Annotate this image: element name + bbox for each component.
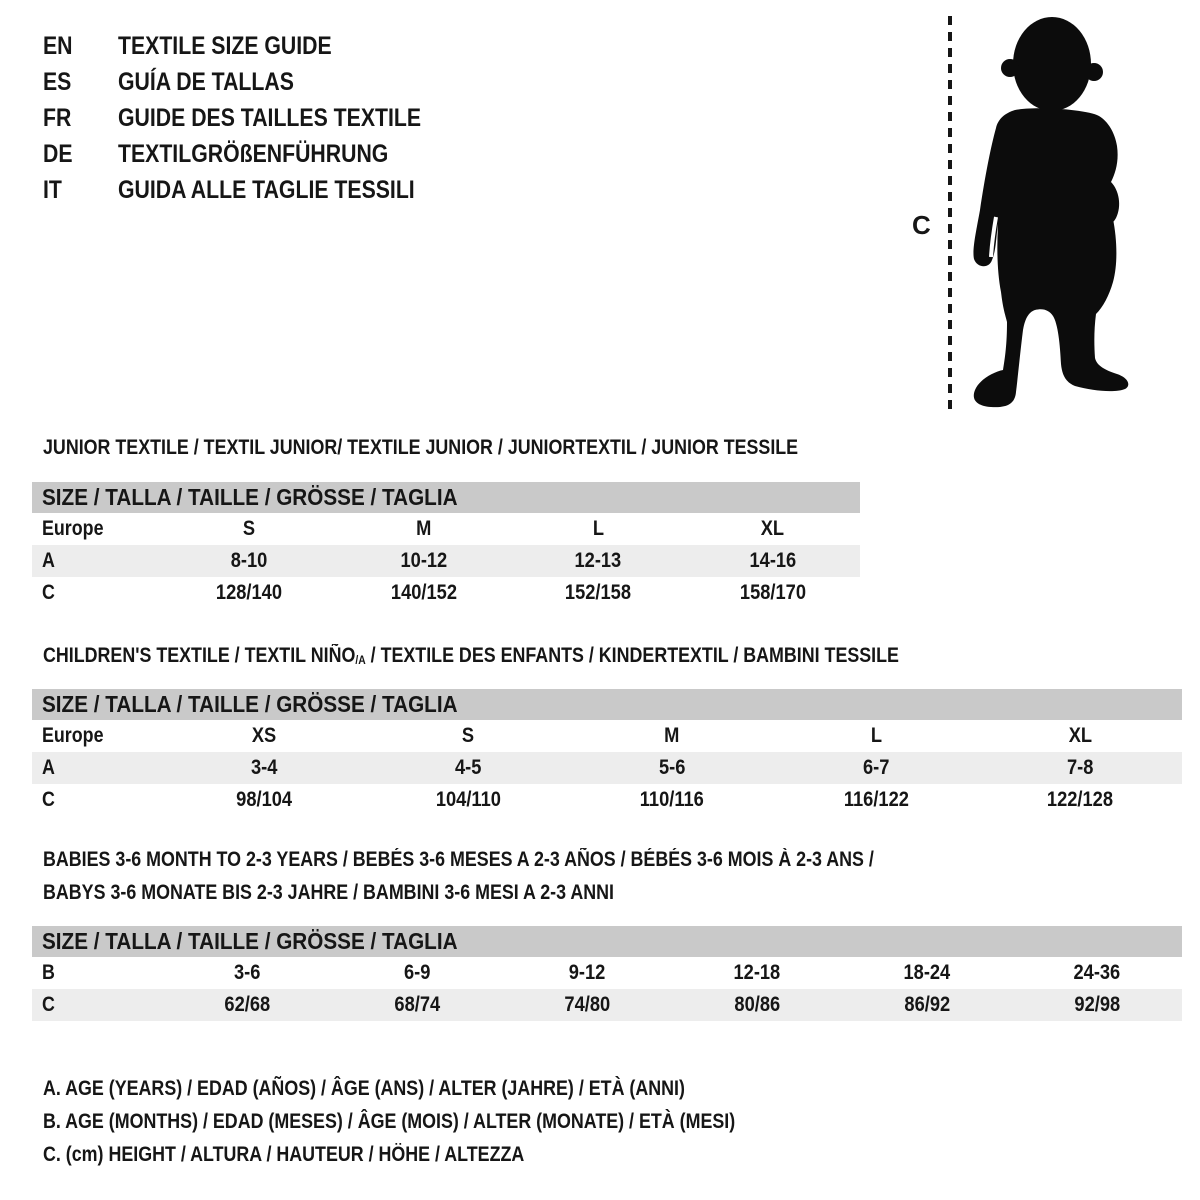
size-cell: L — [870, 724, 882, 747]
age-cell: 9-12 — [568, 961, 606, 984]
age-cell: 5-6 — [658, 756, 686, 779]
row-label: Europe — [42, 724, 104, 747]
legend-line-a: A. AGE (YEARS) / EDAD (AÑOS) / ÂGE (ANS) / ALTER (JAHRE) / ETÀ (ANNI) — [43, 1077, 685, 1100]
junior-table-header-text: SIZE / TALLA / TAILLE / GRÖSSE / TAGLIA — [42, 484, 458, 510]
table-row — [32, 577, 860, 609]
age-cell: 4-5 — [454, 756, 482, 779]
children-table-header-bar — [32, 689, 1182, 720]
children-section-title — [43, 644, 1050, 670]
height-measure-label: C — [912, 210, 931, 240]
table-row — [32, 545, 860, 577]
lang-title-fr: GUIDE DES TAILLES TEXTILE — [118, 104, 422, 132]
height-cell: 128/140 — [216, 581, 283, 604]
age-cell: 6-9 — [403, 961, 431, 984]
lang-row-de — [43, 136, 475, 172]
lang-title-de: TEXTILGRÖßENFÜHRUNG — [118, 140, 389, 168]
row-label: A — [42, 549, 55, 572]
lang-row-it — [43, 172, 475, 208]
table-row — [32, 513, 860, 545]
size-cell: L — [592, 517, 604, 540]
children-size-table — [32, 689, 1182, 816]
age-cell: 10-12 — [400, 549, 448, 572]
height-cell: 116/122 — [843, 788, 909, 811]
junior-table-header-bar — [32, 482, 860, 513]
age-cell: 14-16 — [749, 549, 797, 572]
height-cell: 110/116 — [639, 788, 705, 811]
height-measure-dotted-line — [948, 16, 952, 416]
age-cell: 24-36 — [1073, 961, 1121, 984]
size-cell: M — [416, 517, 432, 540]
lang-code-en: EN — [43, 32, 73, 60]
height-cell: 74/80 — [564, 993, 610, 1016]
lang-code-it: IT — [43, 176, 62, 204]
lang-row-fr — [43, 100, 475, 136]
junior-section-title-text: JUNIOR TEXTILE / TEXTIL JUNIOR/ TEXTILE JUNIOR / JUNIORTEXTIL / JUNIOR TESSILE — [43, 436, 799, 459]
table-row — [32, 989, 1182, 1021]
row-label: C — [42, 788, 55, 811]
table-row — [32, 752, 1182, 784]
height-cell: 122/128 — [1046, 788, 1114, 811]
age-cell: 12-18 — [733, 961, 781, 984]
table-row — [32, 784, 1182, 816]
height-cell: 104/110 — [435, 788, 501, 811]
measurement-legend — [43, 1072, 857, 1171]
table-row — [32, 957, 1182, 989]
height-cell: 68/74 — [394, 993, 440, 1016]
height-cell: 98/104 — [236, 788, 292, 811]
lang-code-de: DE — [43, 140, 73, 168]
size-cell: XL — [761, 517, 785, 540]
lang-title-es: GUÍA DE TALLAS — [118, 68, 294, 96]
age-cell: 7-8 — [1066, 756, 1094, 779]
age-cell: 3-4 — [250, 756, 278, 779]
babies-table-header-text: SIZE / TALLA / TAILLE / GRÖSSE / TAGLIA — [42, 928, 458, 954]
height-cell: 92/98 — [1074, 993, 1120, 1016]
age-cell: 18-24 — [903, 961, 951, 984]
babies-section-title — [43, 843, 1021, 909]
junior-size-table — [32, 482, 860, 609]
language-title-block — [43, 28, 475, 208]
children-section-title-text: CHILDREN'S TEXTILE / TEXTIL NIÑO/A / TEXTILE DES ENFANTS / KINDERTEXTIL / BAMBINI TESSILE — [43, 644, 899, 668]
lang-code-es: ES — [43, 68, 72, 96]
height-cell: 86/92 — [904, 993, 950, 1016]
size-cell: S — [243, 517, 256, 540]
lang-code-fr: FR — [43, 104, 72, 132]
row-label: Europe — [42, 517, 104, 540]
age-cell: 12-13 — [574, 549, 622, 572]
babies-table-header-bar — [32, 926, 1182, 957]
size-cell: XS — [251, 724, 277, 747]
row-label: C — [42, 581, 55, 604]
age-cell: 8-10 — [230, 549, 268, 572]
legend-line-b: B. AGE (MONTHS) / EDAD (MESES) / ÂGE (MOIS) / ALTER (MONATE) / ETÀ (MESI) — [43, 1110, 736, 1133]
legend-line-c: C. (cm) HEIGHT / ALTURA / HAUTEUR / HÖHE / ALTEZZA — [43, 1143, 525, 1166]
size-cell: XL — [1068, 724, 1092, 747]
row-label: B — [42, 961, 55, 984]
children-table-header-text: SIZE / TALLA / TAILLE / GRÖSSE / TAGLIA — [42, 691, 458, 717]
lang-row-en — [43, 28, 475, 64]
lang-title-en: TEXTILE SIZE GUIDE — [118, 32, 332, 60]
size-cell: S — [461, 724, 475, 747]
babies-title-line1: BABIES 3-6 MONTH TO 2-3 YEARS / BEBÉS 3-6 MESES A 2-3 AÑOS / BÉBÉS 3-6 MOIS À 2-3 ANS / — [43, 848, 874, 871]
row-label: A — [42, 756, 55, 779]
height-cell: 152/158 — [565, 581, 632, 604]
children-title-subscript: /A — [355, 653, 366, 668]
height-cell: 80/86 — [734, 993, 780, 1016]
age-cell: 6-7 — [862, 756, 890, 779]
baby-silhouette-icon — [963, 14, 1141, 418]
height-cell: 158/170 — [739, 581, 806, 604]
babies-size-table — [32, 926, 1182, 1021]
junior-section-title — [43, 436, 931, 460]
lang-title-it: GUIDA ALLE TAGLIE TESSILI — [118, 176, 415, 204]
lang-row-es — [43, 64, 475, 100]
table-row — [32, 720, 1182, 752]
size-cell: M — [664, 724, 680, 747]
height-cell: 140/152 — [390, 581, 457, 604]
height-cell: 62/68 — [224, 993, 270, 1016]
row-label: C — [42, 993, 55, 1016]
age-cell: 3-6 — [233, 961, 261, 984]
babies-title-line2: BABYS 3-6 MONATE BIS 2-3 JAHRE / BAMBINI 3-6 MESI A 2-3 ANNI — [43, 881, 614, 904]
